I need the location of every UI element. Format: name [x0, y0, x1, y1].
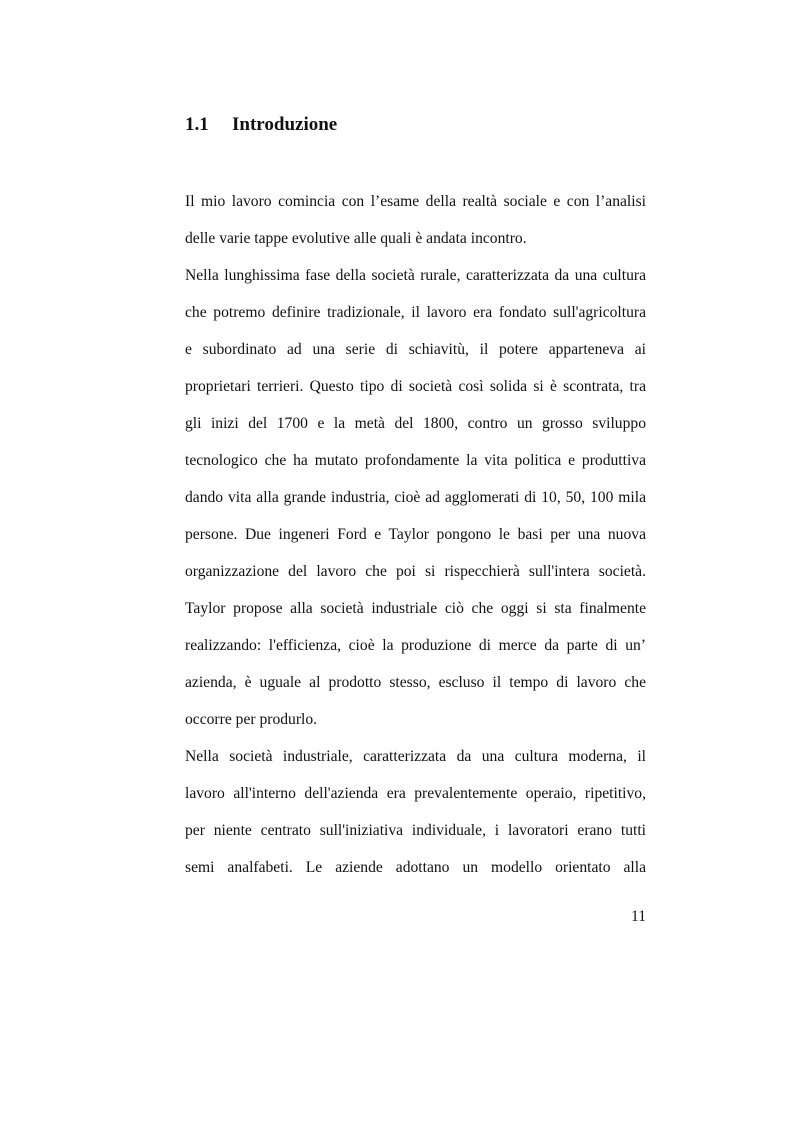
body-text [185, 188, 646, 891]
text-line: gli inizi del 1700 e la metà del 1800, contro un grosso sviluppo [185, 415, 646, 432]
text-line: Taylor propose alla società industriale ciò che oggi si sta finalmente [185, 600, 646, 617]
text-line: Nella lunghissima fase della società rurale, caratterizzata da una cultura [185, 267, 646, 284]
text-line: Nella società industriale, caratterizzata da una cultura moderna, il [185, 748, 646, 765]
section-heading [185, 113, 337, 137]
text-line: dando vita alla grande industria, cioè ad agglomerati di 10, 50, 100 mila [185, 489, 646, 506]
text-line: lavoro all'interno dell'azienda era prevalentemente operaio, ripetitivo, [185, 785, 646, 802]
text-line: proprietari terrieri. Questo tipo di società così solida si è scontrata, tra [185, 378, 646, 395]
text-line: Il mio lavoro comincia con l’esame della realtà sociale e con l’analisi [185, 193, 646, 210]
text-line: delle varie tappe evolutive alle quali è andata incontro. [185, 230, 527, 247]
text-line: che potremo definire tradizionale, il lavoro era fondato sull'agricoltura [185, 304, 646, 321]
section-title: Introduzione [232, 114, 338, 135]
section-number: 1.1 [185, 114, 209, 135]
text-line: semi analfabeti. Le aziende adottano un modello orientato alla [185, 859, 646, 876]
text-line: tecnologico che ha mutato profondamente la vita politica e produttiva [185, 452, 646, 469]
text-line: persone. Due ingeneri Ford e Taylor pongono le basi per una nuova [185, 526, 646, 543]
text-line: organizzazione del lavoro che poi si rispecchierà sull'intera società. [185, 563, 646, 580]
text-line: azienda, è uguale al prodotto stesso, escluso il tempo di lavoro che [185, 674, 646, 691]
text-line: e subordinato ad una serie di schiavitù, il potere apparteneva ai [185, 341, 646, 358]
page-number: 11 [630, 908, 646, 925]
text-line: occorre per produrlo. [185, 711, 318, 728]
text-line: realizzando: l'efficienza, cioè la produzione di merce da parte di un’ [185, 637, 646, 654]
text-line: per niente centrato sull'iniziativa individuale, i lavoratori erano tutti [185, 822, 646, 839]
